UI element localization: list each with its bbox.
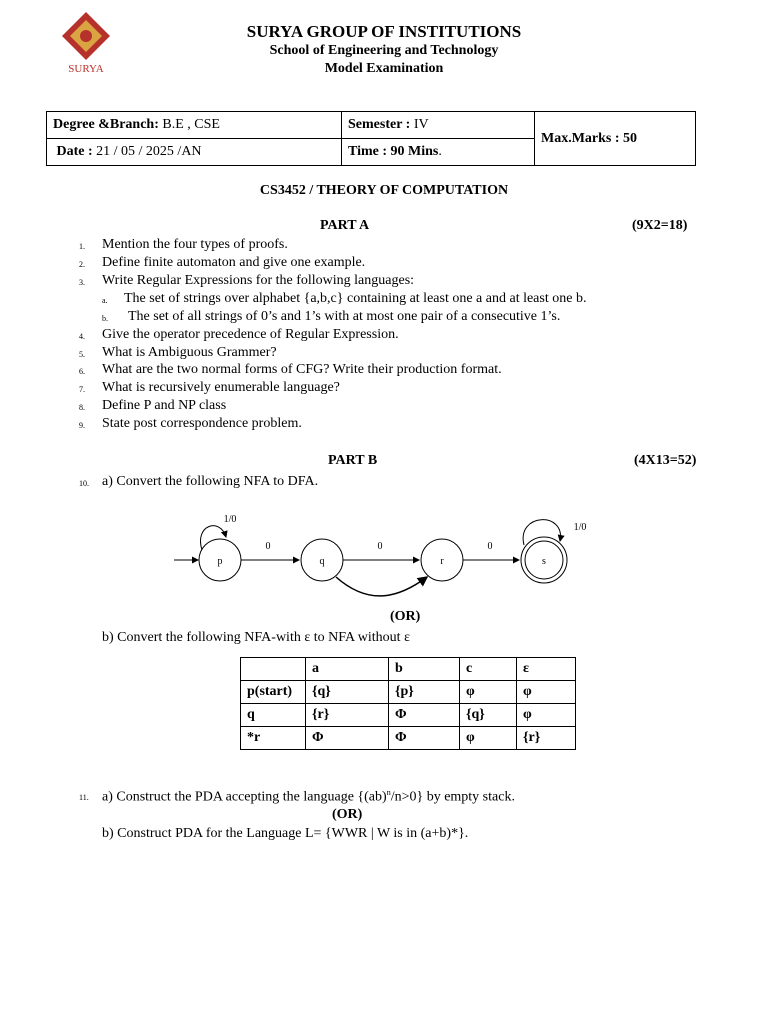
maxmarks-cell: Max.Marks : 50 bbox=[535, 112, 696, 166]
part-a-marks: (9X2=18) bbox=[632, 218, 688, 233]
institution-name: SURYA GROUP OF INSTITUTIONS bbox=[246, 22, 522, 41]
edge-label: 0 bbox=[265, 541, 271, 552]
table-cell: a bbox=[306, 658, 389, 681]
question-number: b. bbox=[102, 314, 108, 323]
exam-name: Model Examination bbox=[324, 61, 444, 76]
table-cell: c bbox=[460, 658, 517, 681]
question-10b: b) Convert the following NFA-with ε to NFA without ε bbox=[102, 630, 410, 645]
date-cell: Date : 21 / 05 / 2025 /AN bbox=[47, 139, 342, 166]
question-number: 10. bbox=[79, 479, 89, 488]
part-b-marks: (4X13=52) bbox=[634, 453, 697, 468]
degree-cell: Degree &Branch: B.E , CSE bbox=[47, 112, 342, 139]
question-text: Write Regular Expressions for the following languages: bbox=[102, 273, 415, 288]
edge-label: 0 bbox=[487, 541, 493, 552]
question-number: 9. bbox=[79, 421, 85, 430]
table-cell: b bbox=[389, 658, 460, 681]
question-text: Define finite automaton and give one example. bbox=[102, 255, 366, 270]
table-row bbox=[241, 681, 576, 704]
logo-text: SURYA bbox=[68, 63, 104, 75]
table-cell: p(start) bbox=[241, 681, 306, 704]
question-text: State post correspondence problem. bbox=[102, 416, 302, 431]
table-cell: q bbox=[241, 704, 306, 727]
table-cell: φ bbox=[460, 681, 517, 704]
table-row bbox=[241, 727, 576, 750]
table-row bbox=[241, 704, 576, 727]
question-text: The set of strings over alphabet {a,b,c} containing at least one a and at least one b. bbox=[124, 291, 587, 306]
part-a-title: PART A bbox=[320, 218, 370, 233]
table-cell: Φ bbox=[389, 727, 460, 750]
loop-label: 1/0 bbox=[223, 514, 237, 525]
table-header-row bbox=[241, 658, 576, 681]
or-label: (OR) bbox=[390, 609, 421, 624]
state-label: p bbox=[217, 556, 223, 567]
edge-q-r-curve bbox=[336, 577, 427, 596]
loop-label: 1/0 bbox=[573, 522, 587, 533]
state-label: q bbox=[319, 556, 325, 567]
exam-info-table bbox=[46, 111, 696, 166]
question-number: 6. bbox=[79, 367, 85, 376]
question-10a: a) Convert the following NFA to DFA. bbox=[102, 474, 319, 489]
state-label: s bbox=[542, 556, 546, 567]
question-11b: b) Construct PDA for the Language L= {WWR | W is in (a+b)*}. bbox=[102, 826, 469, 841]
question-text: What is recursively enumerable language? bbox=[102, 380, 340, 395]
state-label: r bbox=[440, 556, 444, 567]
question-number: 5. bbox=[79, 350, 85, 359]
question-number: 2. bbox=[79, 260, 85, 269]
part-b-title: PART B bbox=[328, 453, 378, 468]
table-cell: {q} bbox=[306, 681, 389, 704]
table-cell: φ bbox=[517, 704, 576, 727]
table-cell: {q} bbox=[460, 704, 517, 727]
course-title: CS3452 / THEORY OF COMPUTATION bbox=[259, 183, 509, 198]
table-cell: {r} bbox=[306, 704, 389, 727]
question-text: What are the two normal forms of CFG? Write their production format. bbox=[102, 362, 502, 377]
question-number: 7. bbox=[79, 385, 85, 394]
table-cell: {p} bbox=[389, 681, 460, 704]
question-11a: a) Construct the PDA accepting the language {(ab)$^n$/n>0} by empty stack. bbox=[102, 788, 515, 805]
question-number: a. bbox=[102, 296, 108, 305]
question-text: Define P and NP class bbox=[102, 398, 227, 413]
table-cell: {r} bbox=[517, 727, 576, 750]
table-cell bbox=[241, 658, 306, 681]
time-cell: Time : 90 Mins. bbox=[342, 139, 535, 166]
table-cell: ε bbox=[517, 658, 576, 681]
table-cell: φ bbox=[517, 681, 576, 704]
question-number: 11. bbox=[79, 793, 89, 802]
nfa-epsilon-table bbox=[240, 657, 576, 750]
semester-cell: Semester : IV bbox=[342, 112, 535, 139]
table-cell: Φ bbox=[306, 727, 389, 750]
question-number: 8. bbox=[79, 403, 85, 412]
school-name: School of Engineering and Technology bbox=[269, 43, 499, 58]
table-cell: φ bbox=[460, 727, 517, 750]
question-text: The set of all strings of 0’s and 1’s with at most one pair of a consecutive 1’s. bbox=[128, 309, 561, 324]
table-cell: *r bbox=[241, 727, 306, 750]
table-cell: Φ bbox=[389, 704, 460, 727]
edge-label: 0 bbox=[377, 541, 383, 552]
question-text: What is Ambiguous Grammer? bbox=[102, 345, 277, 360]
or-label: (OR) bbox=[332, 807, 363, 822]
question-text: Give the operator precedence of Regular Expression. bbox=[102, 327, 399, 342]
question-number: 4. bbox=[79, 332, 85, 341]
nfa-diagram bbox=[170, 505, 610, 600]
question-text: Mention the four types of proofs. bbox=[102, 237, 288, 252]
question-number: 1. bbox=[79, 242, 85, 251]
question-number: 3. bbox=[79, 278, 85, 287]
